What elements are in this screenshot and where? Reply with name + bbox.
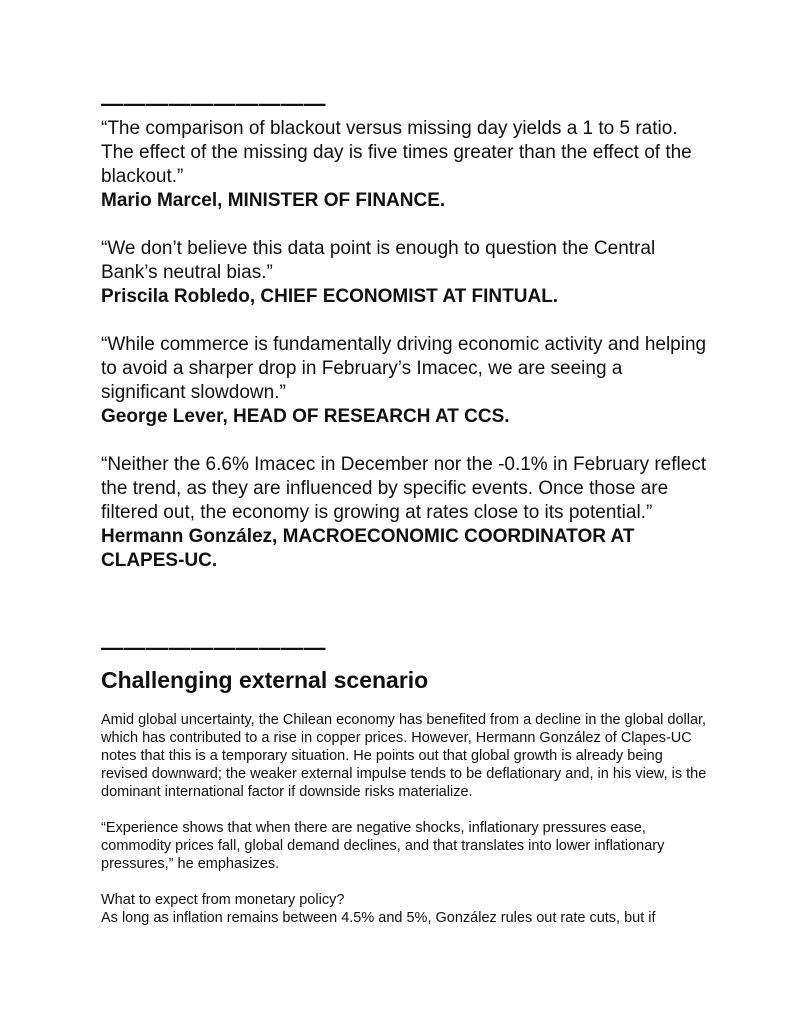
section-heading: Challenging external scenario bbox=[101, 667, 429, 693]
section-body bbox=[101, 711, 713, 927]
body-paragraph: “Experience shows that when there are negative shocks, inflationary pressures ease, commodity prices fall, global demand declines, and that translates into lower inflationary pressures,” he emphasizes. bbox=[101, 820, 665, 872]
quote-attribution: Mario Marcel, MINISTER OF FINANCE. bbox=[101, 190, 446, 211]
quote-block bbox=[101, 453, 711, 573]
quote-attribution: Priscila Robledo, CHIEF ECONOMIST AT FINTUAL. bbox=[101, 286, 559, 307]
quote-attribution: George Lever, HEAD OF RESEARCH AT CCS. bbox=[101, 406, 510, 427]
quote-text: “Neither the 6.6% Imacec in December nor the -0.1% in February reflect the trend, as they are influenced by specific events. Once those are filtered out, the economy is growing at rates close to its potential.” bbox=[101, 454, 707, 523]
quote-text: “The comparison of blackout versus missing day yields a 1 to 5 ratio. The effect of the missing day is five times greater than the effect of the blackout.” bbox=[101, 118, 692, 187]
quotes-list bbox=[101, 117, 711, 597]
body-subheading: What to expect from monetary policy? bbox=[101, 892, 345, 908]
quote-attribution: Hermann González, MACROECONOMIC COORDINATOR AT CLAPES-UC. bbox=[101, 526, 635, 571]
quote-block bbox=[101, 237, 711, 309]
body-paragraph: As long as inflation remains between 4.5% and 5%, González rules out rate cuts, but if bbox=[101, 910, 656, 926]
body-paragraph: Amid global uncertainty, the Chilean economy has benefited from a decline in the global dollar, which has contributed to a rise in copper prices. However, Hermann González of Clapes-UC notes that this is a temporary situation. He points out that global growth is already being revised downward; the weaker external impulse tends to be deflationary and, in his view, is the dominant international factor if downside risks materialize. bbox=[101, 712, 707, 800]
quote-block bbox=[101, 333, 711, 429]
top-divider: —————————— bbox=[101, 91, 326, 116]
quote-block bbox=[101, 117, 711, 213]
section-divider: —————————— bbox=[101, 635, 326, 660]
quote-text: “While commerce is fundamentally driving economic activity and helping to avoid a sharper drop in February’s Imacec, we are seeing a significant slowdown.” bbox=[101, 334, 707, 403]
quote-text: “We don’t believe this data point is enough to question the Central Bank’s neutral bias.” bbox=[101, 238, 656, 283]
